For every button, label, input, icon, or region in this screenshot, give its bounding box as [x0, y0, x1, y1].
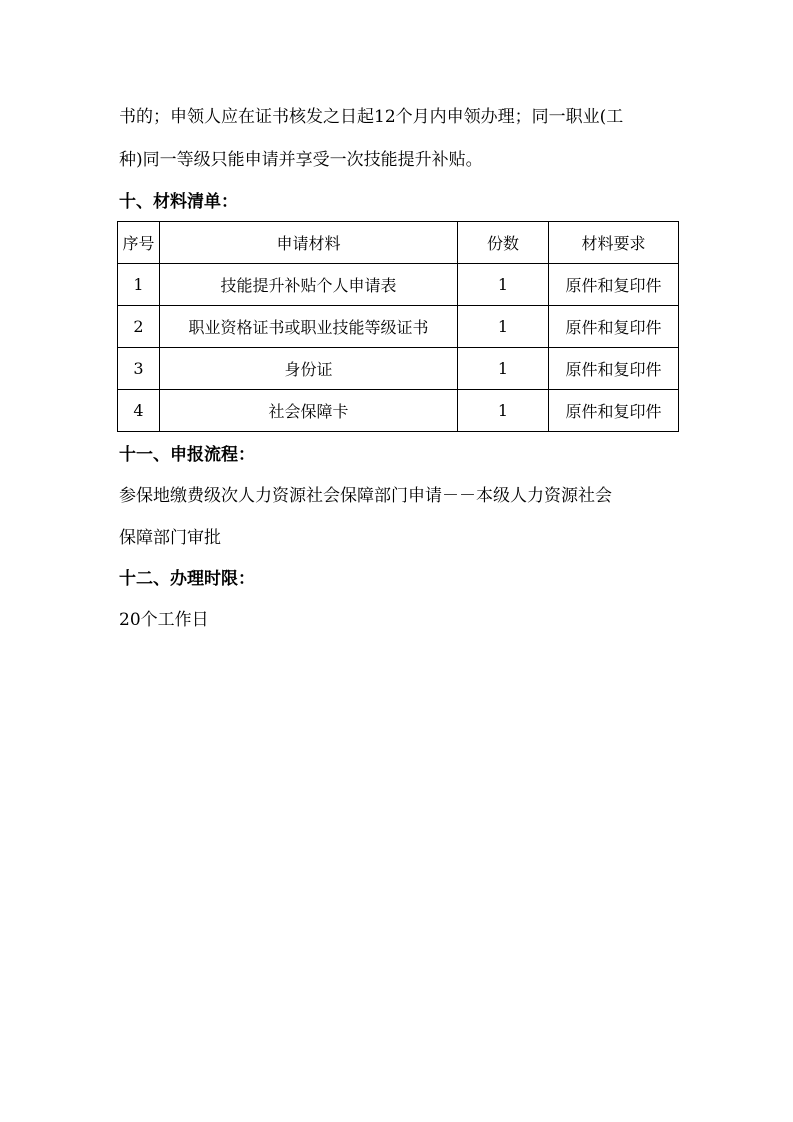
section-12-text: 20个工作日 — [119, 610, 209, 630]
cell-material: 技能提升补贴个人申请表 — [160, 264, 458, 306]
cell-material: 职业资格证书或职业技能等级证书 — [160, 306, 458, 348]
cell-count: 1 — [458, 390, 549, 432]
table-row — [118, 390, 679, 432]
section-11-title: 十一、申报流程： — [119, 445, 255, 465]
cell-no: 1 — [118, 264, 160, 306]
column-header-no: 序号 — [118, 222, 160, 264]
cell-material: 身份证 — [160, 348, 458, 390]
cell-count: 1 — [458, 348, 549, 390]
cell-no: 4 — [118, 390, 160, 432]
cell-requirement: 原件和复印件 — [549, 390, 679, 432]
table-row — [118, 306, 679, 348]
section-12-title: 十二、办理时限： — [119, 569, 255, 589]
cell-material: 社会保障卡 — [160, 390, 458, 432]
cell-requirement: 原件和复印件 — [549, 264, 679, 306]
cell-no: 3 — [118, 348, 160, 390]
materials-table — [117, 221, 679, 432]
intro-line-1: 书的；申领人应在证书核发之日起12个月内申领办理；同一职业(工 — [119, 107, 624, 127]
cell-requirement: 原件和复印件 — [549, 348, 679, 390]
column-header-requirement: 材料要求 — [549, 222, 679, 264]
section-11-line-1: 参保地缴费级次人力资源社会保障部门申请－－本级人力资源社会 — [119, 486, 612, 506]
intro-line-2: 种)同一等级只能申请并享受一次技能提升补贴。 — [119, 150, 483, 170]
cell-count: 1 — [458, 264, 549, 306]
table-row — [118, 264, 679, 306]
column-header-material: 申请材料 — [160, 222, 458, 264]
cell-count: 1 — [458, 306, 549, 348]
cell-requirement: 原件和复印件 — [549, 306, 679, 348]
column-header-count: 份数 — [458, 222, 549, 264]
section-10-title: 十、材料清单： — [119, 192, 238, 212]
table-header-row — [118, 222, 679, 264]
table-row — [118, 348, 679, 390]
section-11-line-2: 保障部门审批 — [119, 528, 221, 548]
cell-no: 2 — [118, 306, 160, 348]
